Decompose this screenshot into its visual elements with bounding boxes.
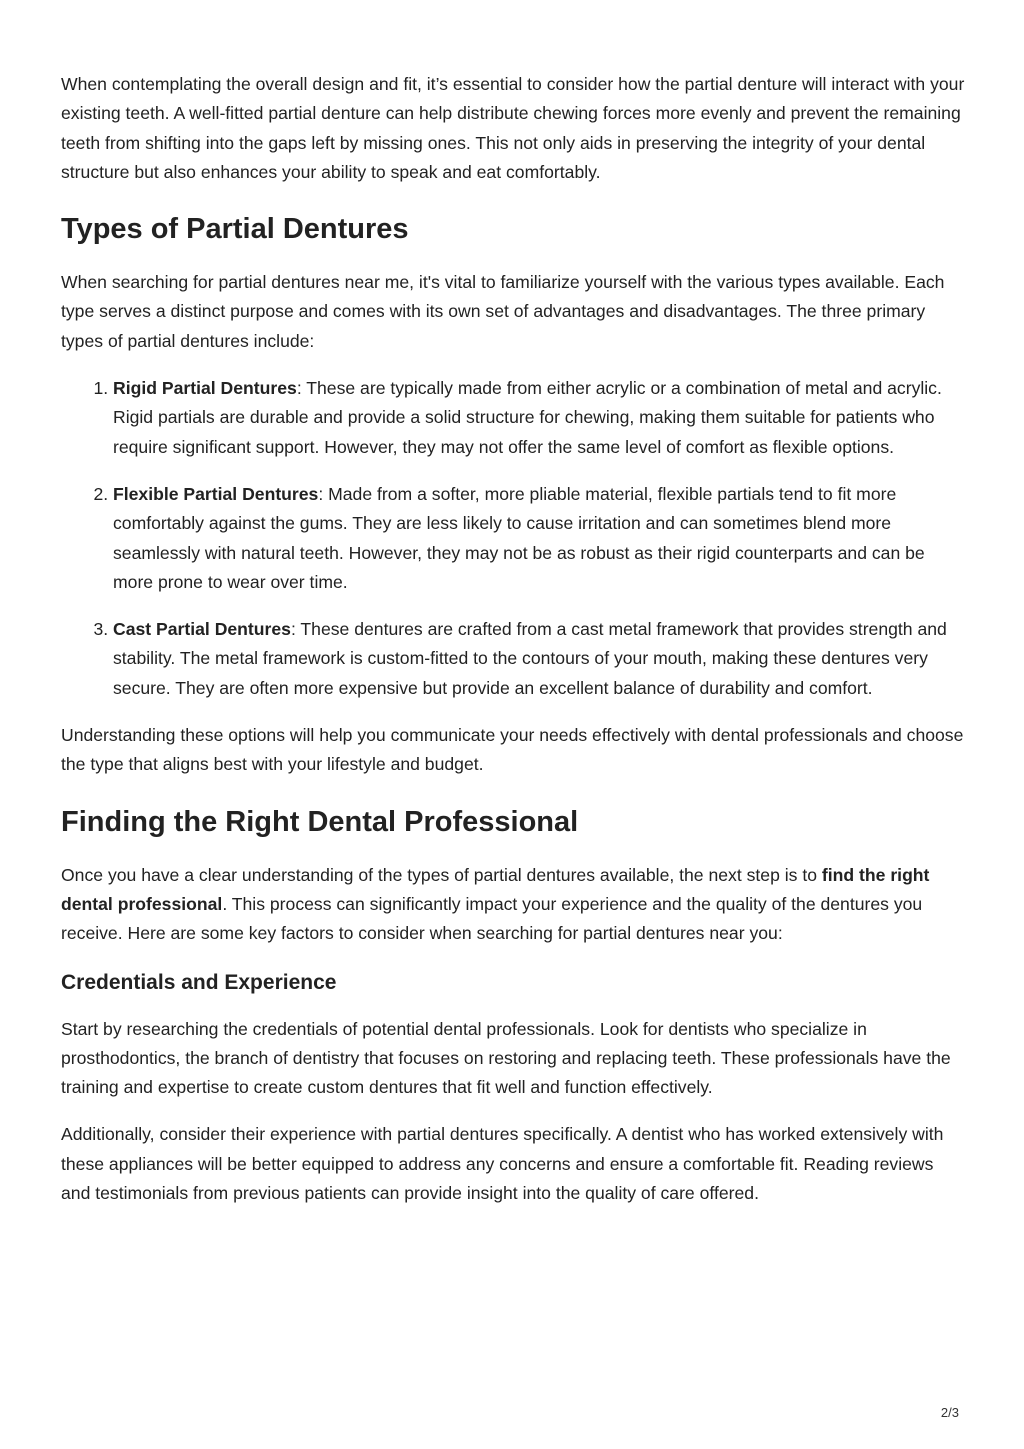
intro-paragraph: When contemplating the overall design and fit, it’s essential to consider how the partial denture will interact with your existing teeth. A well-fitted partial denture can help distribute chewing forces more evenly and prevent the remaining teeth from shifting into the gaps left by missing ones. This not only aids in preserving the integrity of your dental structure but also enhances your ability to speak and eat comfortably. [61,74,965,182]
list-item [113,374,965,462]
list-item-title: Cast Partial Dentures [113,619,291,640]
list-item-text: : These are typically made from either acrylic or a combination of metal and acrylic. Rigid partials are durable and provide a solid structure for chewing, making them suitable for patients who require significant support. However, they may not offer the same level of comfort as flexible options. [113,378,942,457]
list-item-text: : Made from a softer, more pliable material, flexible partials tend to fit more comfortably against the gums. They are less likely to cause irritation and can sometimes blend more seamlessly with natural teeth. However, they may not be as robust as their rigid counterparts and can be more prone to wear over time. [113,483,925,592]
credentials-subheading: Credentials and Experience [61,970,337,994]
types-list [61,374,965,703]
list-item [113,480,965,597]
credentials-paragraph: Start by researching the credentials of potential dental professionals. Look for dentists who specialize in prosthodontics, the branch of dentistry that focuses on restoring and replacing teeth. These professionals have the training and expertise to create custom dentures that fit well and function effectively. [61,1018,951,1098]
list-item-title: Flexible Partial Dentures [113,483,319,504]
professional-intro-paragraph [61,861,965,949]
experience-paragraph: Additionally, consider their experience with partial dentures specifically. A dentist who has worked extensively with these appliances will be better equipped to address any concerns and ensure a comfortable fit. Reading reviews and testimonials from previous patients can provide insight into the quality of care offered. [61,1124,944,1204]
document-page [61,70,965,1208]
types-outro-paragraph: Understanding these options will help you communicate your needs effectively with dental professionals and choose the type that aligns best with your lifestyle and budget. [61,725,964,775]
professional-heading: Finding the Right Dental Professional [61,805,579,838]
page-number: 2/3 [940,1405,959,1420]
professional-intro-text-after: . This process can significantly impact your experience and the quality of the dentures you receive. Here are some key factors to consider when searching for partial dentures near you: [61,893,923,944]
professional-intro-bold: find the right dental professional [61,864,930,914]
professional-intro-text: Once you have a clear understanding of the types of partial dentures available, the next step is to [61,864,822,885]
list-item-text: : These dentures are crafted from a cast metal framework that provides strength and stability. The metal framework is custom-fitted to the contours of your mouth, making these dentures very secure. They are often more expensive but provide an excellent balance of durability and comfort. [113,619,947,698]
types-heading: Types of Partial Dentures [61,213,409,246]
list-item-title: Rigid Partial Dentures [113,378,297,399]
list-item [113,615,965,703]
types-intro-paragraph: When searching for partial dentures near me, it's vital to familiarize yourself with the various types available. Each type serves a distinct purpose and comes with its own set of advantages and disadvantages. The three primary types of partial dentures include: [61,272,945,351]
